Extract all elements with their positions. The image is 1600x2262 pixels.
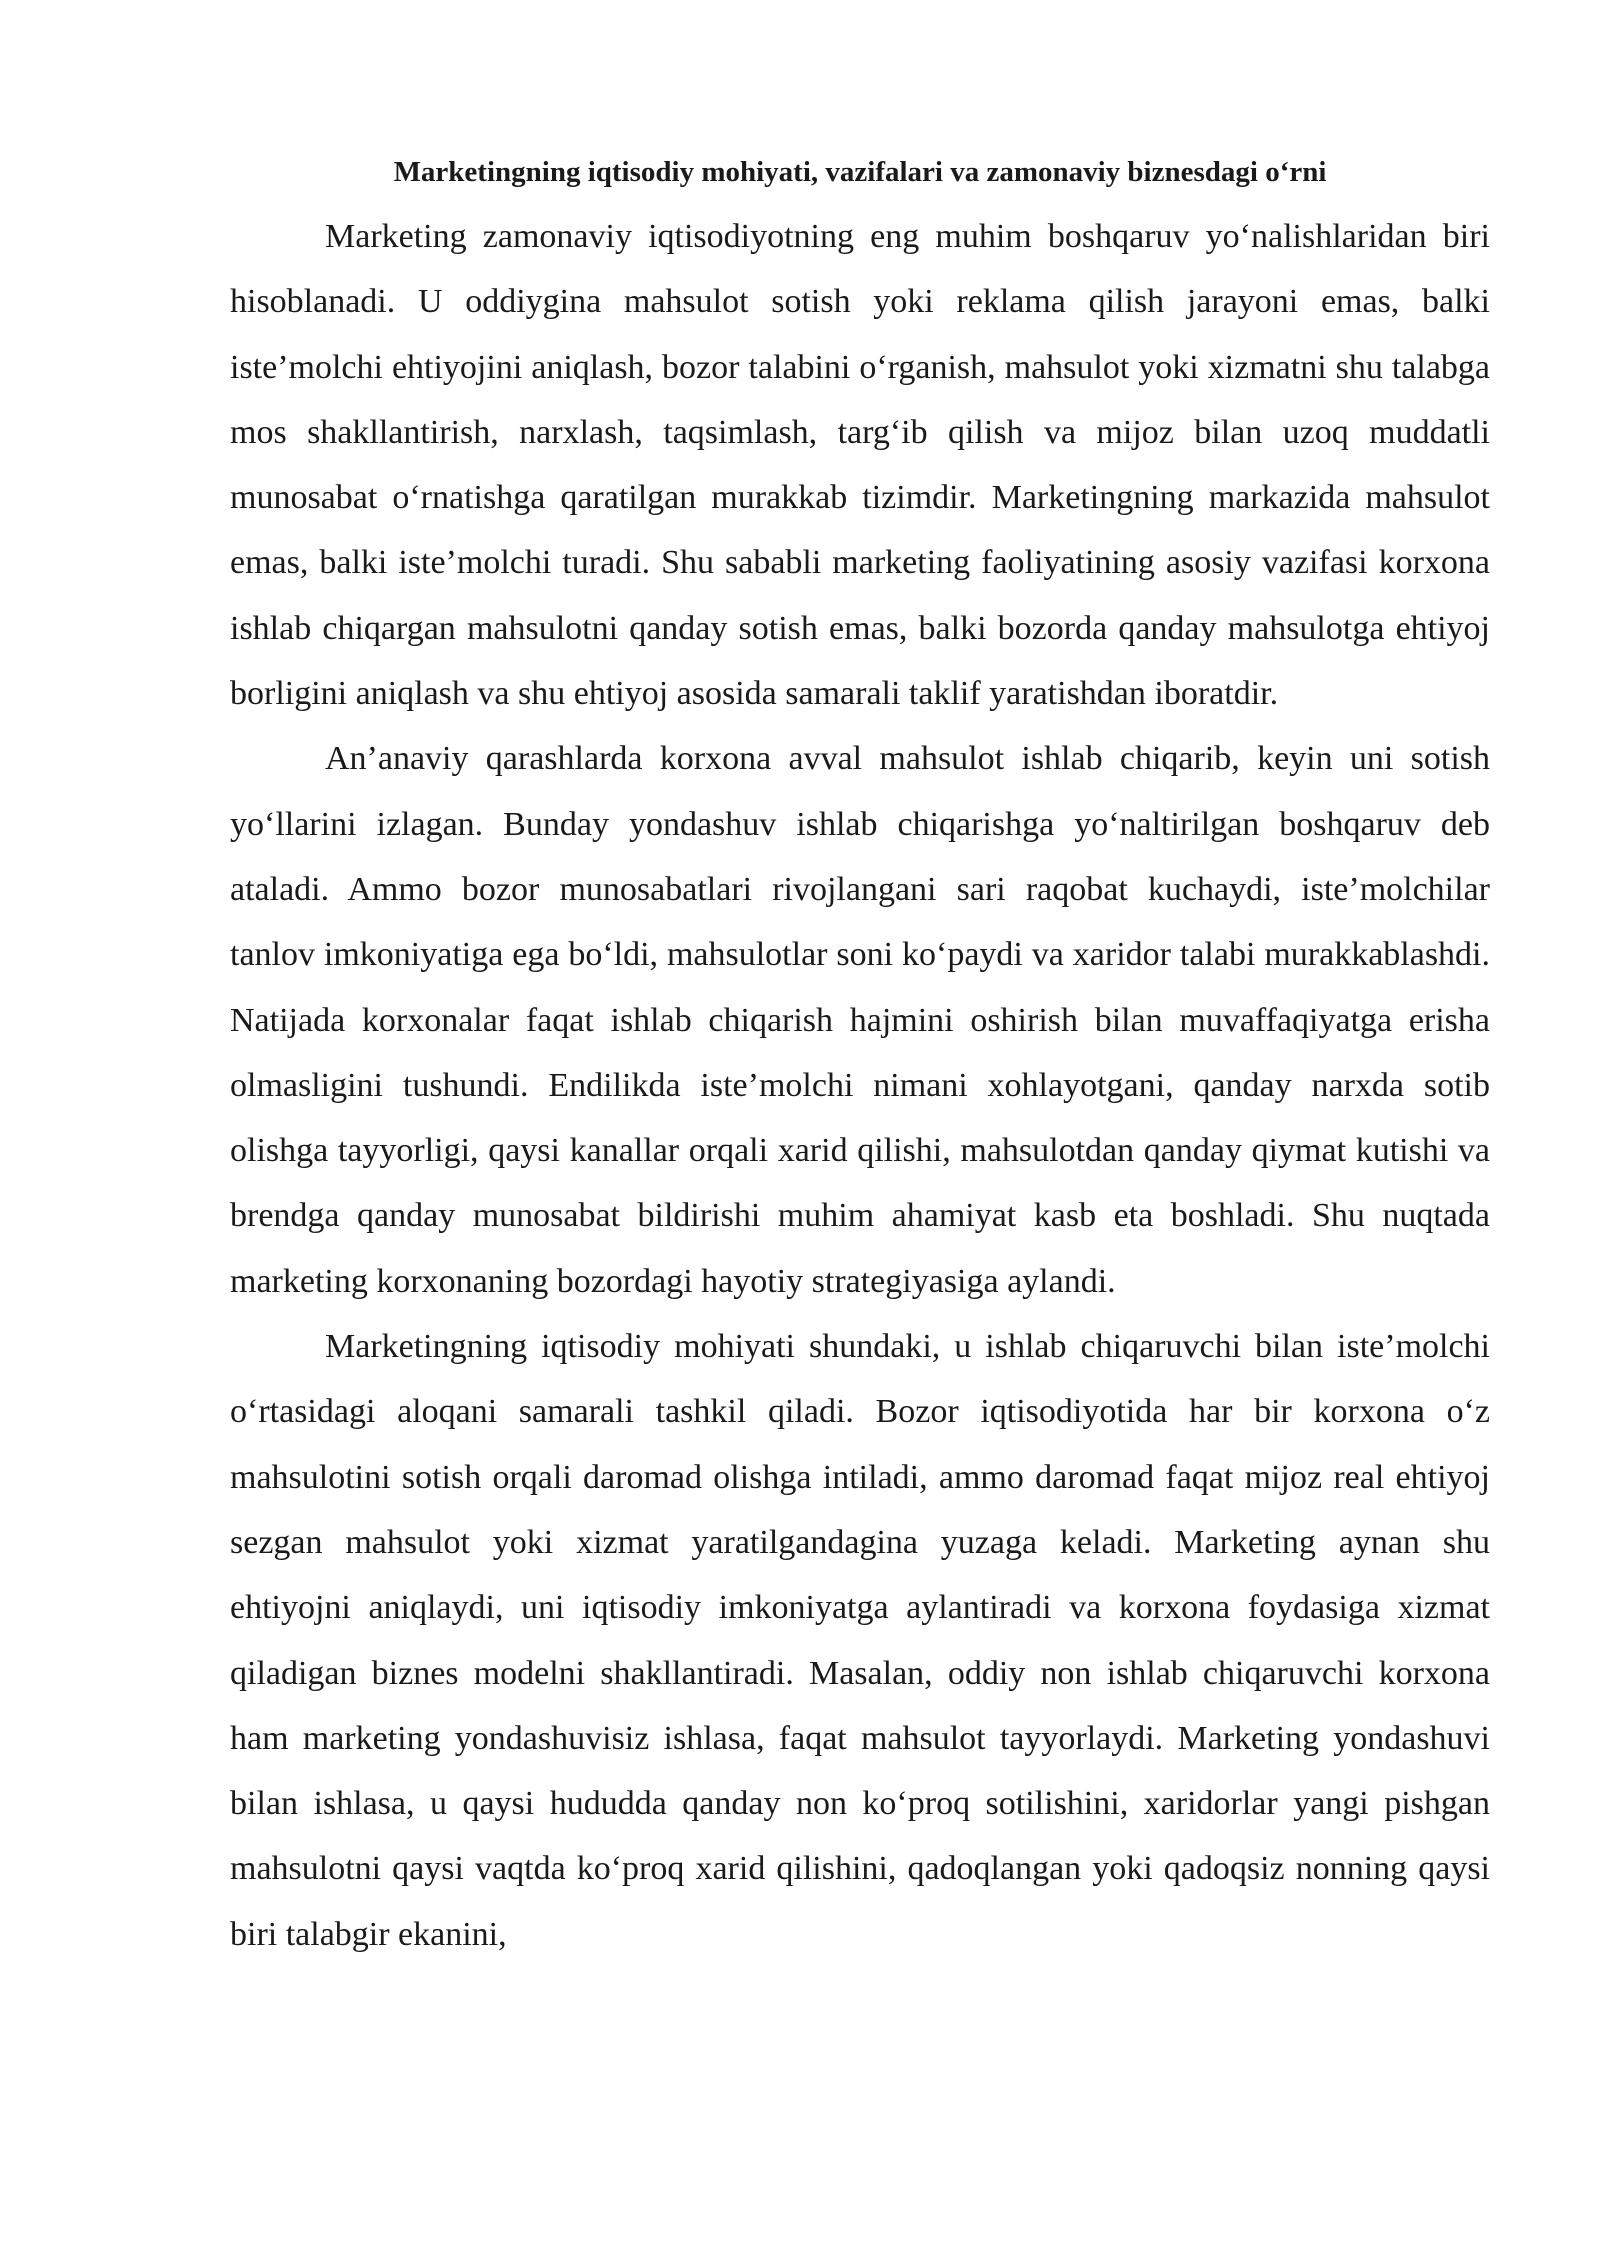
document-title: Marketingning iqtisodiy mohiyati, vazifalari va zamonaviy biznesdagi o‘rni xyxy=(393,156,1327,188)
paragraph-2: An’anaviy qarashlarda korxona avval mahsulot ishlab chiqarib, keyin uni sotish yo‘llarini izlagan. Bunday yondashuv ishlab chiqarishga yo‘naltirilgan boshqaruv deb ataladi. Ammo bozor munosabatlari rivojlangani sari raqobat kuchaydi, iste’molchilar tanlov imkoniyatiga ega bo‘ldi, mahsulotlar soni ko‘paydi va xaridor talabi murakkablashdi. Natijada korxonalar faqat ishlab chiqarish hajmini oshirish bilan muvaffaqiyatga erisha olmasligini tushundi. Endilikda iste’molchi nimani xohlayotgani, qanday narxda sotib olishga tayyorligi, qaysi kanallar orqali xarid qilishi, mahsulotdan qanday qiymat kutishi va brendga qanday munosabat bildirishi muhim ahamiyat kasb eta boshladi. Shu nuqtada marketing korxonaning bozordagi hayotiy strategiyasiga aylandi. xyxy=(230,740,1490,1300)
paragraph-3: Marketingning iqtisodiy mohiyati shundaki, u ishlab chiqaruvchi bilan iste’molchi o‘rtasidagi aloqani samarali tashkil qiladi. Bozor iqtisodiyotida har bir korxona o‘z mahsulotini sotish orqali daromad olishga intiladi, ammo daromad faqat mijoz real ehtiyoj sezgan mahsulot yoki xizmat yaratilgandagina yuzaga keladi. Marketing aynan shu ehtiyojni aniqlaydi, uni iqtisodiy imkoniyatga aylantiradi va korxona foydasiga xizmat qiladigan biznes modelni shakllantiradi. Masalan, oddiy non ishlab chiqaruvchi korxona ham marketing yondashuvisiz ishlasa, faqat mahsulot tayyorlaydi. Marketing yondashuvi bilan ishlasa, u qaysi hududda qanday non ko‘proq sotilishini, xaridorlar yangi pishgan mahsulotni qaysi vaqtda ko‘proq xarid qilishini, qadoqlangan yoki qadoqsiz nonning qaysi biri talabgir ekanini, xyxy=(230,1328,1490,1953)
paragraph-1: Marketing zamonaviy iqtisodiyotning eng muhim boshqaruv yo‘nalishlaridan biri hisoblanadi. U oddiygina mahsulot sotish yoki reklama qilish jarayoni emas, balki iste’molchi ehtiyojini aniqlash, bozor talabini o‘rganish, mahsulot yoki xizmatni shu talabga mos shakllantirish, narxlash, taqsimlash, targ‘ib qilish va mijoz bilan uzoq muddatli munosabat o‘rnatishga qaratilgan murakkab tizimdir. Marketingning markazida mahsulot emas, balki iste’molchi turadi. Shu sababli marketing faoliyatining asosiy vazifasi korxona ishlab chiqargan mahsulotni qanday sotish emas, balki bozorda qanday mahsulotga ehtiyoj borligini aniqlash va shu ehtiyoj asosida samarali taklif yaratishdan iboratdir. xyxy=(230,218,1490,713)
document-body xyxy=(230,150,1490,1967)
